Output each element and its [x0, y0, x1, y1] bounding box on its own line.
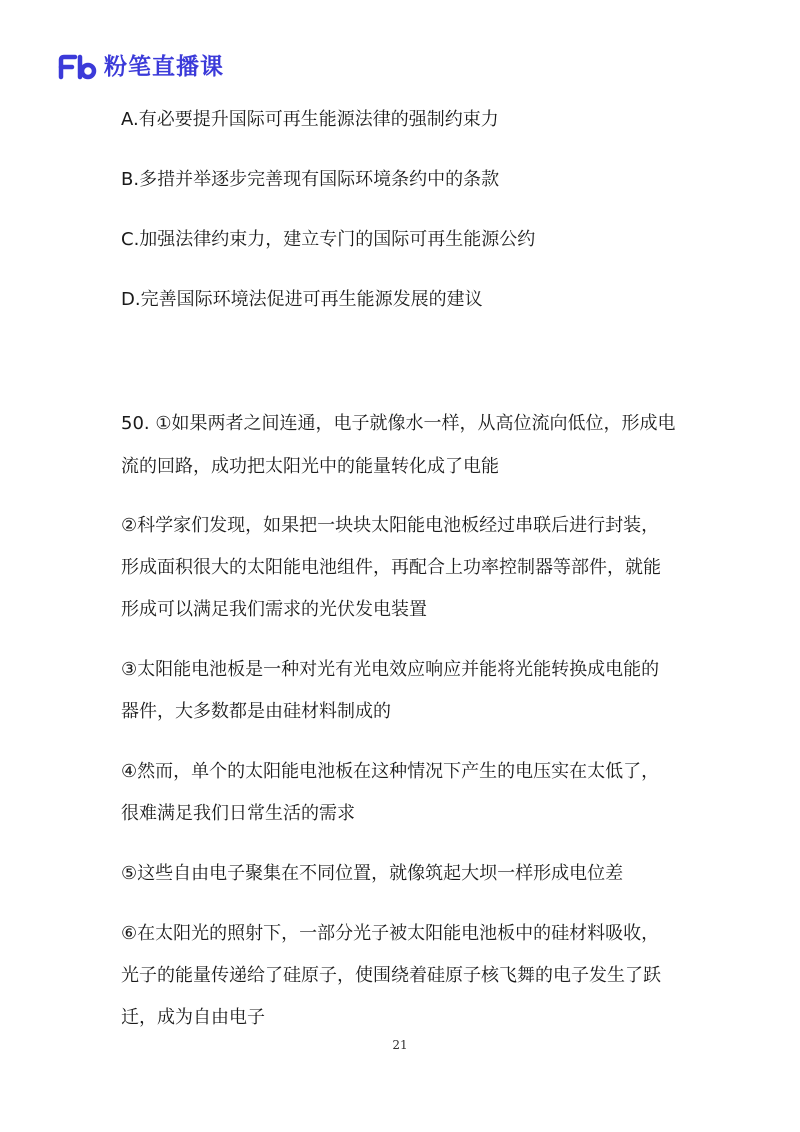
fenbi-logo-icon	[58, 54, 98, 80]
question-line: ④然而，单个的太阳能电池板在这种情况下产生的电压实在太低了，	[121, 761, 660, 782]
option-d: D.完善国际环境法促进可再生能源发展的建议	[121, 289, 483, 310]
brand-name: 粉笔直播课	[104, 54, 224, 80]
option-b: B.多措并举逐步完善现有国际环境条约中的条款	[121, 169, 500, 190]
page-number: 21	[392, 1038, 408, 1052]
option-a: A.有必要提升国际可再生能源法律的强制约束力	[121, 109, 499, 130]
question-line: 很难满足我们日常生活的需求	[121, 803, 355, 824]
question-line: ⑤这些自由电子聚集在不同位置，就像筑起大坝一样形成电位差	[121, 863, 624, 884]
question-line: 50. ①如果两者之间连通，电子就像水一样，从高位流向低位，形成电	[121, 413, 676, 434]
question-line: 流的回路，成功把太阳光中的能量转化成了电能	[121, 456, 499, 477]
question-line: 迁，成为自由电子	[121, 1007, 265, 1028]
question-line: 形成可以满足我们需求的光伏发电装置	[121, 599, 427, 620]
question-line: ⑥在太阳光的照射下，一部分光子被太阳能电池板中的硅材料吸收，	[121, 923, 660, 944]
question-line: 光子的能量传递给了硅原子，使围绕着硅原子核飞舞的电子发生了跃	[121, 965, 661, 986]
question-line: ③太阳能电池板是一种对光有光电效应响应并能将光能转换成电能的	[121, 659, 660, 680]
page-header	[58, 52, 224, 82]
option-c: C.加强法律约束力，建立专门的国际可再生能源公约	[121, 229, 536, 250]
question-line: 形成面积很大的太阳能电池组件，再配合上功率控制器等部件，就能	[121, 557, 661, 578]
question-line: ②科学家们发现，如果把一块块太阳能电池板经过串联后进行封装，	[121, 515, 660, 536]
question-line: 器件，大多数都是由硅材料制成的	[121, 701, 391, 722]
